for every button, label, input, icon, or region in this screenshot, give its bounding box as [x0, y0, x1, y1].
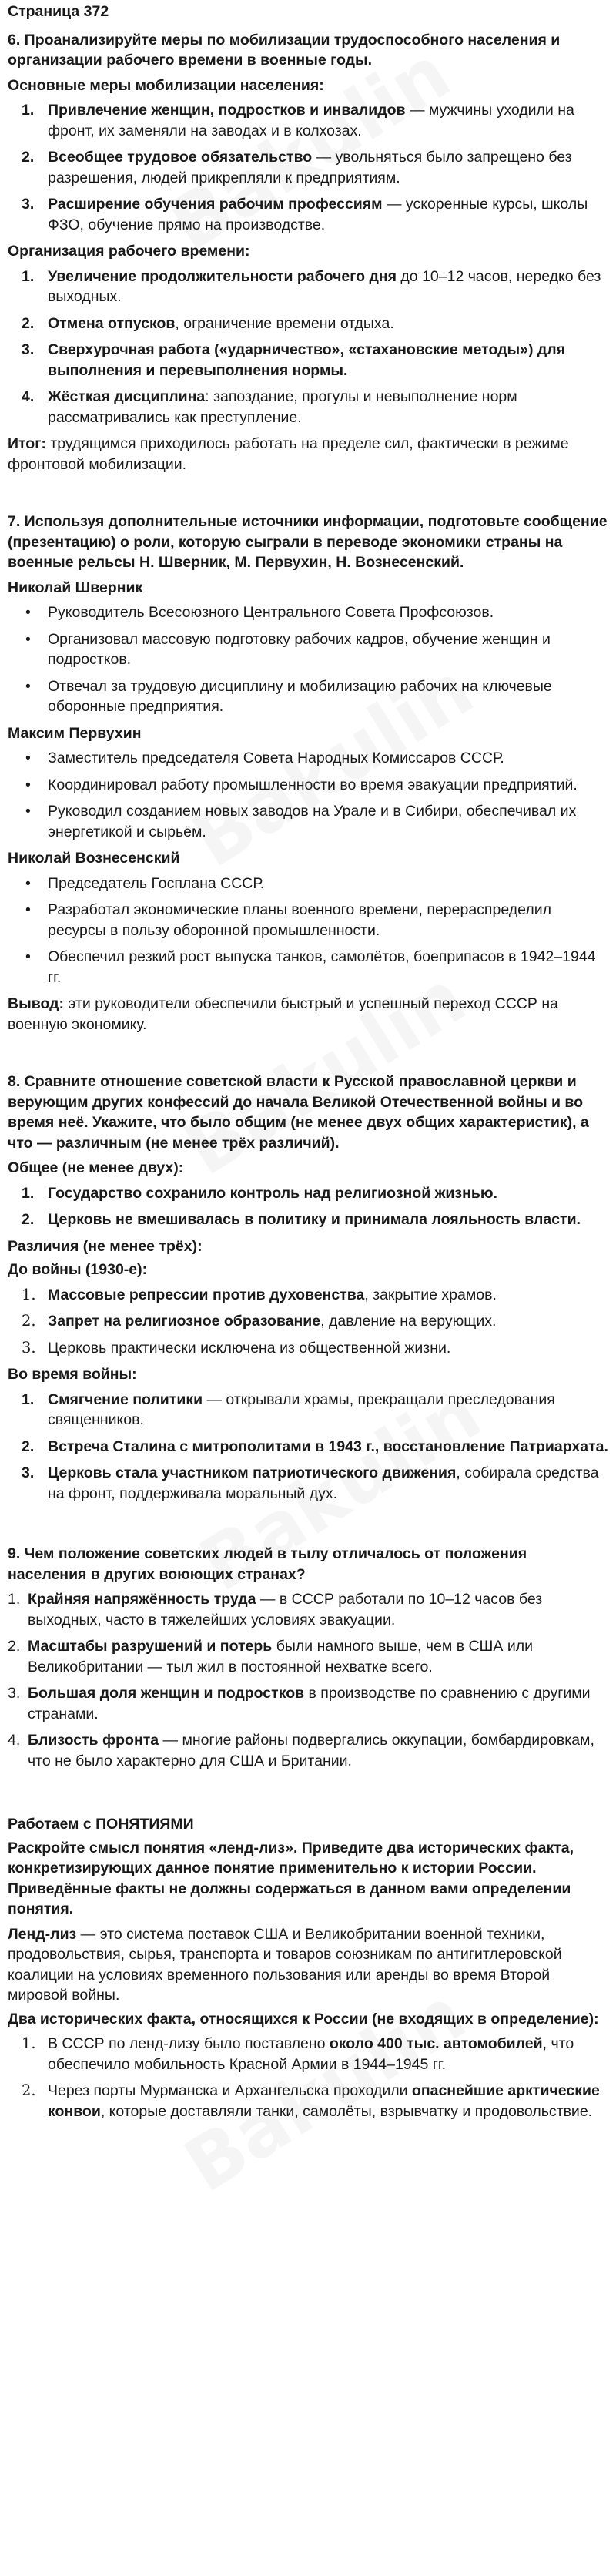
- list-item: • Обеспечил резкий рост выпуска танков, самолётов, боеприпасов в 1942–1944 гг.: [25, 948, 596, 986]
- lend-lease-definition: Ленд-лиз — это система поставок США и Великобритании военной техники, продовольствия, сырья, транспорта и товаров союзникам по антигитлеровской коалиции на условиях временного пользования или аренды во время Второй мировой войны.: [8, 1925, 562, 2004]
- list-item: 1. Увеличение продолжительности рабочего дня до 10–12 часов, нередко без выходных.: [22, 267, 601, 305]
- list-item: 1. Массовые репрессии против духовенства, закрытие храмов.: [22, 1285, 497, 1303]
- common-list: [8, 1183, 608, 1230]
- list-item: 3. Церковь практически исключена из общественной жизни.: [22, 1338, 451, 1357]
- list-item: 4. Жёсткая дисциплина: запоздание, прогулы и невыполнение норм рассматривались как преступление.: [22, 388, 517, 426]
- facts-heading: Два исторических факта, относящихся к России (не входящих в определение):: [8, 2010, 599, 2028]
- concepts-heading: Работаем с ПОНЯТИЯМИ: [8, 1816, 194, 1833]
- mobilization-heading: Основные меры мобилизации населения:: [8, 76, 324, 94]
- page-number: Страница 372: [8, 3, 109, 20]
- wartime-list: [8, 1390, 608, 1504]
- question-8-title: 8. Сравните отношение советской власти к Русской православной церкви и верующим других конфессий до начала Великой Отечественной войны и во время неё. Укажите, что было общим (не менее двух общих характеристик), а что — различным (не менее трёх различий).: [8, 1073, 589, 1152]
- list-item: • Руководитель Всесоюзного Центрального Совета Профсоюзов.: [25, 604, 494, 621]
- differences-heading: Различия (не менее трёх):: [8, 1237, 203, 1255]
- person-name: Николай Шверник: [8, 579, 143, 596]
- list-item: • Отвечал за трудовую дисциплину и мобилизацию рабочих на ключевые оборонные предприятия.: [25, 677, 552, 715]
- list-item: 1. Государство сохранило контроль над религиозной жизнью.: [22, 1184, 497, 1202]
- question-6: [8, 30, 608, 475]
- worktime-list: [8, 267, 608, 428]
- list-item: 3. Церковь стала участником патриотического движения, собирала средства на фронт, поддерживала моральный дух.: [22, 1464, 599, 1502]
- list-item: 1. Смягчение политики — открывали храмы, прекращали преследования священников.: [22, 1390, 555, 1428]
- list-item: • Координировал работу промышленности во время эвакуации предприятий.: [25, 776, 578, 793]
- concepts-section: [8, 1814, 608, 2122]
- question-6-summary: Итог: трудящимся приходилось работать на пределе сил, фактически в режиме фронтовой мобилизации.: [8, 435, 569, 473]
- person-name: Николай Вознесенский: [8, 850, 180, 867]
- concepts-task: Раскройте смысл понятия «ленд-лиз». Приведите два исторических факта, конкретизирующих данное понятие применительно к истории России. Приведённые факты не должны содержаться в данном вами определении понятия.: [8, 1839, 574, 1917]
- question-6-title: 6. Проанализируйте меры по мобилизации трудоспособного населения и организации рабочего времени в военные годы.: [8, 31, 561, 69]
- list-item: 3. Сверхурочная работа («ударничество», «стахановские методы») для выполнения и перевыполнения нормы.: [22, 341, 566, 379]
- list-item: • Руководил созданием новых заводов на Урале и в Сибири, обеспечивал их энергетикой и сырьём.: [25, 803, 577, 840]
- list-item: 2. Всеобщее трудовое обязательство — увольняться было запрещено без разрешения, людей прикрепляли к предприятиям.: [22, 149, 572, 186]
- question-9-list: [8, 1589, 608, 1771]
- list-item: 3. Расширение обучения рабочим профессиям — ускоренные курсы, школы ФЗО, обучение прямо на производстве.: [22, 196, 588, 233]
- common-heading: Общее (не менее двух):: [8, 1159, 184, 1176]
- question-8: [8, 1072, 608, 1504]
- person-points: [8, 748, 608, 842]
- question-9: [8, 1544, 608, 1771]
- list-item: • Разработал экономические планы военного времени, перераспределил ресурсы в пользу оборонной промышленности.: [25, 901, 551, 939]
- list-item: • Заместитель председателя Совета Народных Комиссаров СССР.: [25, 750, 504, 766]
- list-item: 2. Через порты Мурманска и Архангельска проходили опаснейшие арктические конвои, которые доставляли танки, самолёты, взрывчатку и продовольствие.: [22, 2081, 600, 2120]
- list-item: 2. Запрет на религиозное образование, давление на верующих.: [22, 1312, 497, 1330]
- person-name: Максим Первухин: [8, 724, 142, 742]
- list-item: • Организовал массовую подготовку рабочих кадров, обучение женщин и подростков.: [25, 630, 551, 668]
- list-item: 1. В СССР по ленд-лизу было поставлено около 400 тыс. автомобилей, что обеспечило мобильность Красной Армии в 1944–1945 гг.: [22, 2034, 574, 2073]
- list-item: 2. Отмена отпусков, ограничение времени отдыха.: [22, 314, 394, 332]
- list-item: 1. Привлечение женщин, подростков и инвалидов — мужчины уходили на фронт, их заменяли на заводах и в колхозах.: [22, 102, 574, 139]
- prewar-heading: До войны (1930-е):: [8, 1261, 148, 1278]
- list-item: 2. Масштабы разрушений и потерь были намного выше, чем в США или Великобритании — тыл жил в постоянной нехватке всего.: [8, 1638, 534, 1675]
- list-item: 2. Встреча Сталина с митрополитами в 1943 г., восстановление Патриархата.: [22, 1437, 608, 1455]
- question-9-title: 9. Чем положение советских людей в тылу отличалось от положения населения в других воюющих странах?: [8, 1545, 527, 1583]
- question-7-title: 7. Используя дополнительные источники информации, подготовьте сообщение (презентацию) о роли, которую сыграли в переводе экономики страны на военные рельсы Н. Шверник, М. Первухин, Н. Вознесенский.: [8, 513, 608, 571]
- list-item: 1. Крайняя напряжённость труда — в СССР работали по 10–12 часов без выходных, часто в тяжелейших условиях эвакуации.: [8, 1591, 543, 1628]
- list-item: 2. Церковь не вмешивалась в политику и принимала лояльность власти.: [22, 1211, 581, 1228]
- question-7: [8, 512, 608, 1035]
- person-points: [8, 602, 608, 717]
- facts-list: [8, 2034, 608, 2122]
- list-item: 4. Близость фронта — многие районы подвергались оккупации, бомбардировкам, что не было характерно для США и Британии.: [8, 1732, 594, 1769]
- mobilization-list: [8, 100, 608, 235]
- list-item: • Председатель Госплана СССР.: [25, 874, 265, 892]
- worktime-heading: Организация рабочего времени:: [8, 243, 250, 260]
- list-item: 3. Большая доля женщин и подростков в производстве по сравнению с другими странами.: [8, 1685, 591, 1722]
- person-points: [8, 874, 608, 988]
- prewar-list: [8, 1285, 608, 1359]
- wartime-heading: Во время войны:: [8, 1366, 137, 1383]
- question-7-conclusion: Вывод: эти руководители обеспечили быстрый и успешный переход СССР на военную экономику.: [8, 995, 558, 1033]
